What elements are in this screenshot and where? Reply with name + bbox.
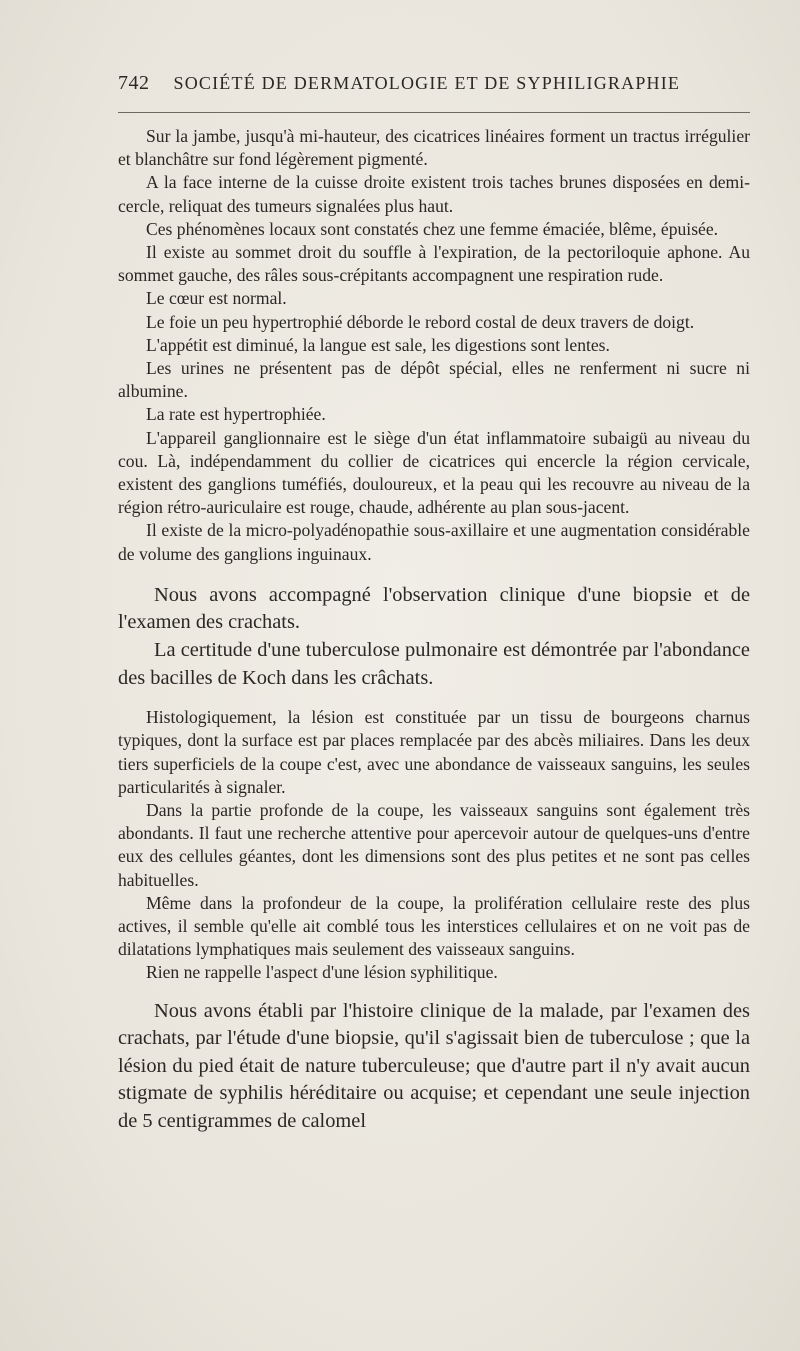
paragraph: Il existe de la micro-polyadénopathie sous-axillaire et une augmentation considérable de volume des ganglions inguinaux. (118, 520, 750, 564)
conclusion-section (118, 998, 750, 1136)
biopsy-intro-section (118, 582, 750, 692)
paragraph: Dans la partie profonde de la coupe, les vaisseaux sanguins sont également très abondants. Il faut une recherche attentive pour apercevoir autour de quelques-uns d'entre eux des cellules géantes, dont les dimensions sont des plus petites et ne sont pas celles habituelles. (118, 800, 750, 890)
paragraph: Le foie un peu hypertrophié déborde le rebord costal de deux travers de doigt. (146, 311, 695, 332)
paragraph: Histologiquement, la lésion est constituée par un tissu de bourgeons charnus typiques, dont la surface est par places remplacée par des abcès miliaires. Dans les deux tiers superficiels de la coupe c'est, avec une abondance de vaisseaux sanguins, les seules particularités à signaler. (118, 707, 750, 797)
paragraph: Même dans la profondeur de la coupe, la prolifération cellulaire reste des plus actives, il semble qu'elle ait comblé tous les interstices cellulaires et on ne voit pas de dilatations lymphatiques mais seulement des vaisseaux sanguins. (118, 892, 750, 960)
header-rule (118, 112, 750, 113)
clinical-findings-section (118, 125, 750, 566)
paragraph: Ces phénomènes locaux sont constatés chez une femme émaciée, blême, épuisée. (146, 218, 719, 239)
paragraph: Les urines ne présentent pas de dépôt spécial, elles ne renferment ni sucre ni albumine. (118, 358, 750, 402)
page-number: 742 (118, 72, 150, 94)
page-body (118, 125, 750, 1136)
running-title: SOCIÉTÉ DE DERMATOLOGIE ET DE SYPHILIGRAPHIE (173, 73, 681, 93)
paragraph: La certitude d'une tuberculose pulmonaire est démontrée par l'abondance des bacilles de Koch dans les crâchats. (118, 639, 750, 689)
paragraph: Nous avons établi par l'histoire clinique de la malade, par l'examen des crachats, par l'étude d'une biopsie, qu'il s'agissait bien de tuberculose ; que la lésion du pied était de nature tuberculeuse; que d'autre part il n'y avait aucun stigmate de syphilis héréditaire ou acquise; et cependant une seule injection de 5 centigrammes de calomel (118, 999, 750, 1133)
histology-section (118, 706, 750, 984)
paragraph: Sur la jambe, jusqu'à mi-hauteur, des cicatrices linéaires forment un tractus irrégulier et blanchâtre sur fond légèrement pigmenté. (118, 126, 750, 170)
paragraph: La rate est hypertrophiée. (146, 404, 326, 425)
running-header (118, 72, 750, 95)
paragraph: Rien ne rappelle l'aspect d'une lésion syphilitique. (146, 962, 498, 983)
paragraph: Il existe au sommet droit du souffle à l'expiration, de la pectoriloquie aphone. Au sommet gauche, des râles sous-crépitants accompagnent une respiration rude. (118, 242, 750, 286)
paragraph: Le cœur est normal. (146, 288, 287, 309)
paragraph: L'appétit est diminué, la langue est sale, les digestions sont lentes. (146, 334, 610, 355)
paragraph: L'appareil ganglionnaire est le siège d'un état inflammatoire subaigü au niveau du cou. Là, indépendamment du collier de cicatrices qui encercle la région cervicale, existent des ganglions tuméfiés, douloureux, et la peau qui les recouvre au niveau de la région rétro-auriculaire est rouge, chaude, adhérente au plan sous-jacent. (118, 427, 750, 518)
paragraph: A la face interne de la cuisse droite existent trois taches brunes disposées en demi-cercle, reliquat des tumeurs signalées plus haut. (118, 172, 750, 216)
paragraph: Nous avons accompagné l'observation clinique d'une biopsie et de l'examen des crachats. (118, 583, 750, 634)
